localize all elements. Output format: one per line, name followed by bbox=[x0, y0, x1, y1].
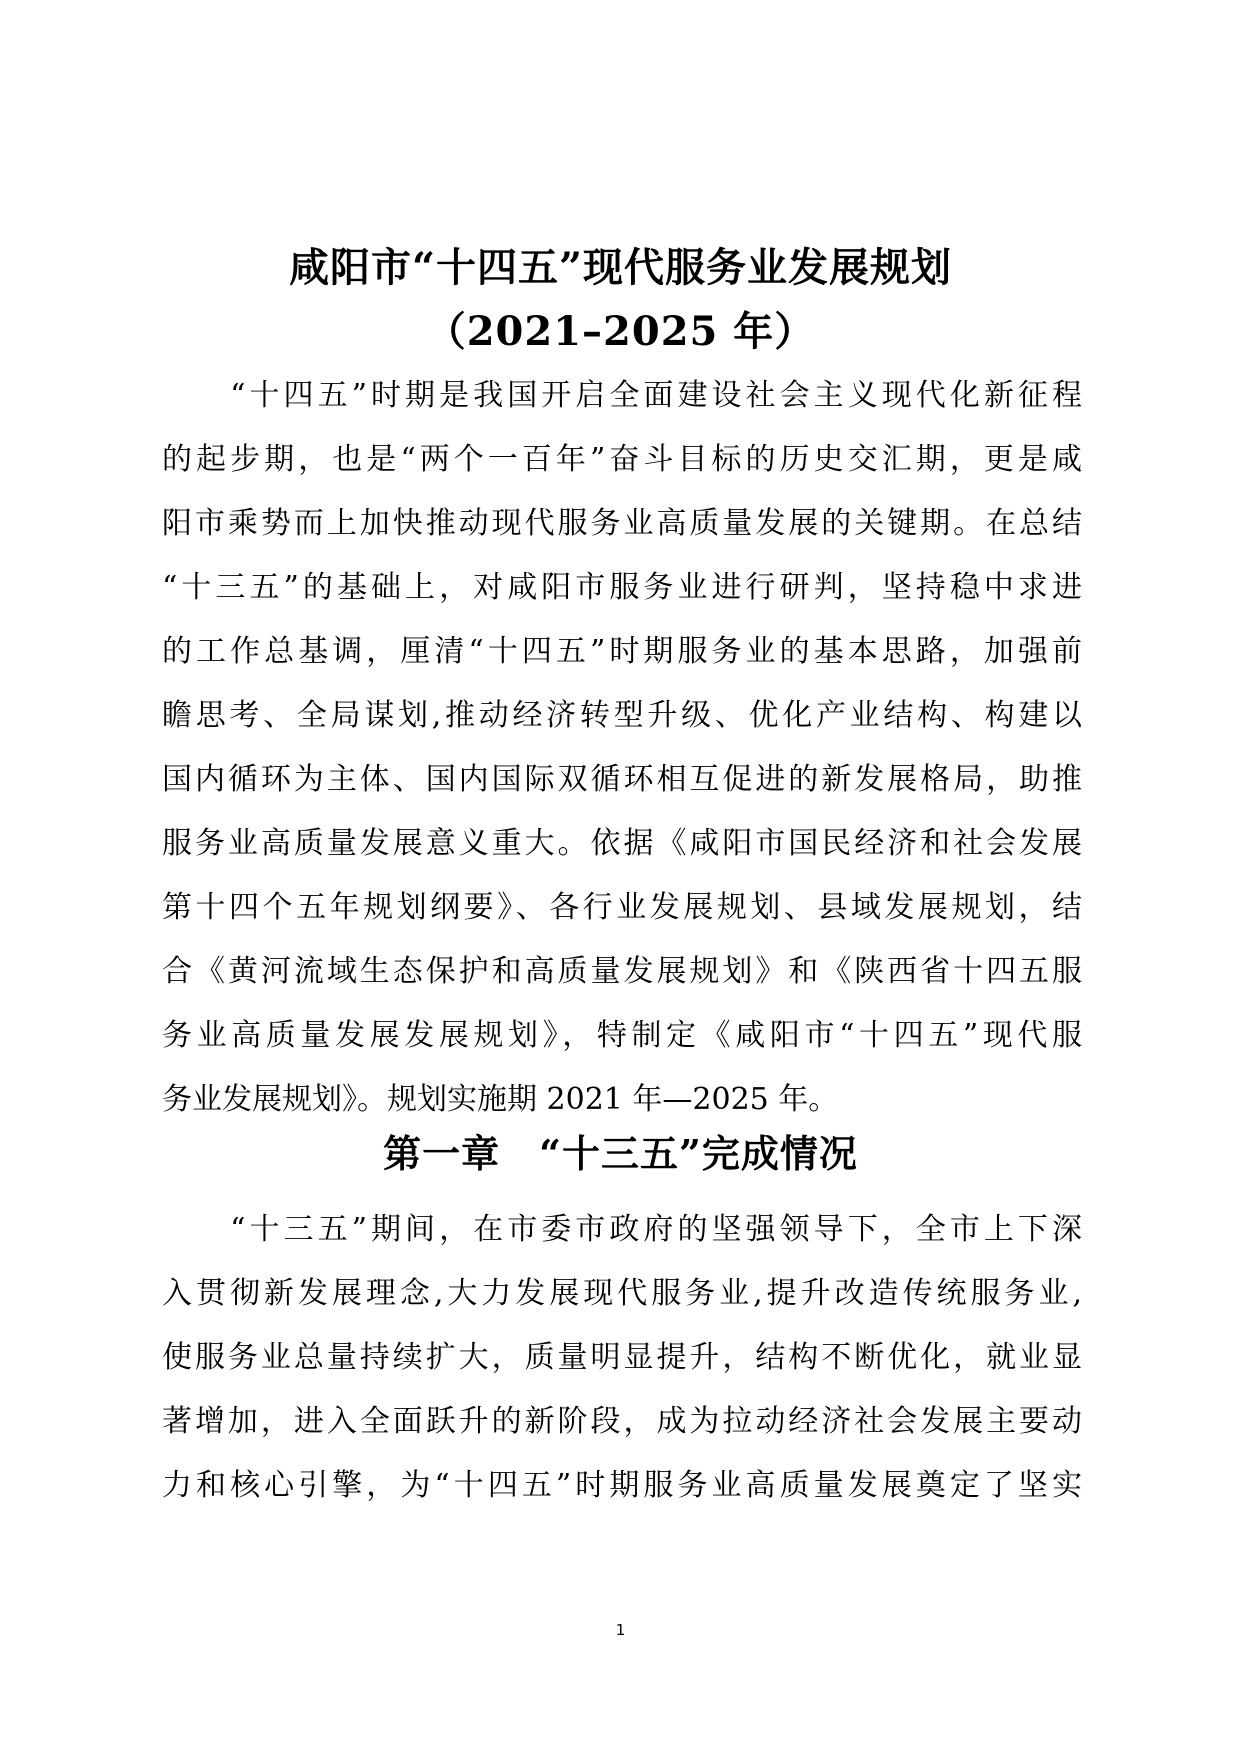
intro-line: 务业高质量发展发展规划》，特制定《咸阳市“十四五”现代服 bbox=[162, 1018, 1082, 1053]
intro-line: 服务业高质量发展意义重大。依据《咸阳市国民经济和社会发展 bbox=[162, 826, 1082, 861]
intro-line: 瞻思考、全局谋划,推动经济转型升级、优化产业结构、构建以 bbox=[162, 698, 1082, 733]
chapter-line: 入贯彻新发展理念,大力发展现代服务业,提升改造传统服务业, bbox=[162, 1276, 1082, 1311]
chapter-line: 著增加，进入全面跃升的新阶段，成为拉动经济社会发展主要动 bbox=[162, 1404, 1082, 1439]
chapter-paragraph bbox=[162, 1198, 1082, 1518]
intro-line: 的工作总基调，厘清“十四五”时期服务业的基本思路，加强前 bbox=[162, 634, 1082, 669]
document-title: 咸阳市“十四五”现代服务业发展规划 bbox=[288, 244, 952, 291]
chapter-line: “十三五”期间，在市委市政府的坚强领导下，全市上下深 bbox=[162, 1212, 1082, 1247]
chapter-line: 力和核心引擎，为“十四五”时期服务业高质量发展奠定了坚实 bbox=[162, 1468, 1082, 1503]
intro-line: “十四五”时期是我国开启全面建设社会主义现代化新征程 bbox=[162, 378, 1082, 413]
chapter-heading: 第一章 “十三五”完成情况 bbox=[383, 1131, 858, 1176]
intro-line: 的起步期，也是“两个一百年”奋斗目标的历史交汇期，更是咸 bbox=[162, 442, 1082, 477]
intro-line: 阳市乘势而上加快推动现代服务业高质量发展的关键期。在总结 bbox=[162, 506, 1082, 541]
intro-line: 第十四个五年规划纲要》、各行业发展规划、县域发展规划，结 bbox=[162, 890, 1082, 925]
intro-line: 合《黄河流域生态保护和高质量发展规划》和《陕西省十四五服 bbox=[162, 954, 1082, 989]
intro-line: 务业发展规划》。规划实施期 2021 年—2025 年。 bbox=[162, 1082, 839, 1117]
chapter-line: 使服务业总量持续扩大，质量明显提升，结构不断优化，就业显 bbox=[162, 1340, 1082, 1375]
document-subtitle: （2021–2025 年） bbox=[425, 308, 816, 355]
intro-line: 国内循环为主体、国内国际双循环相互促进的新发展格局，助推 bbox=[162, 762, 1082, 797]
page-number: 1 bbox=[615, 1621, 626, 1639]
intro-line: “十三五”的基础上，对咸阳市服务业进行研判，坚持稳中求进 bbox=[162, 570, 1082, 605]
intro-paragraph bbox=[162, 364, 1082, 1132]
